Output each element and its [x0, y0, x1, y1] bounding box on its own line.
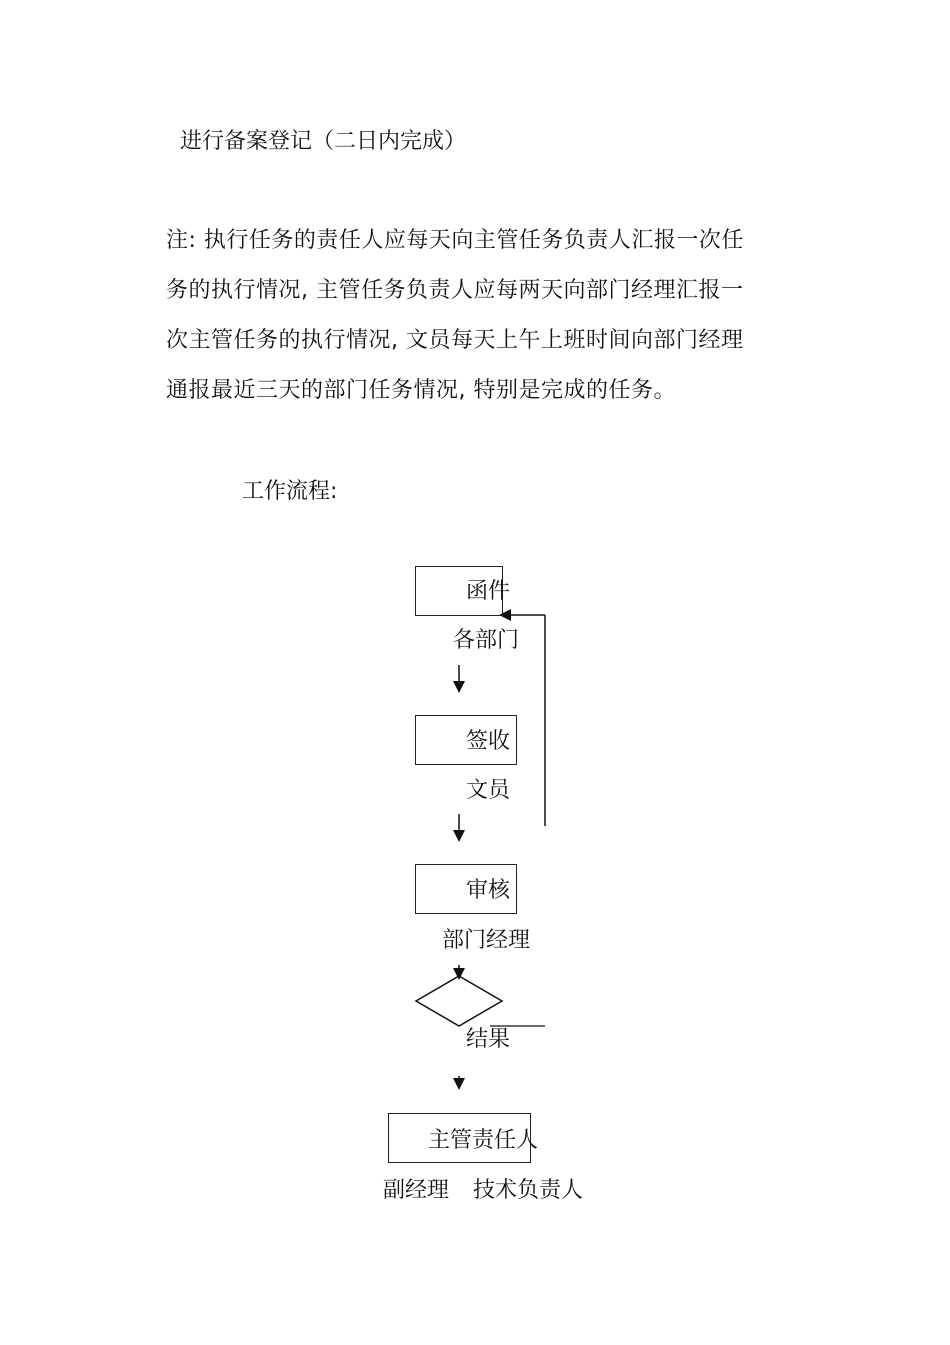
label-department-manager: 部门经理: [442, 928, 531, 953]
workflow-heading: 工作流程:: [242, 479, 338, 504]
note-line-4: 通报最近三天的部门任务情况, 特别是完成的任务。: [166, 378, 676, 403]
label-clerk: 文员: [466, 778, 511, 803]
label-technical-lead: 技术负责人: [473, 1178, 584, 1203]
top-line: 进行备案登记（二日内完成）: [180, 129, 467, 154]
box-review-label: 审核: [466, 878, 511, 903]
label-deputy-manager: 副经理: [383, 1178, 450, 1203]
box-letter-label: 函件: [466, 579, 511, 604]
note-line-2: 务的执行情况, 主管任务负责人应每两天向部门经理汇报一: [166, 278, 744, 303]
box-responsible-person-label: 主管责任人: [428, 1128, 539, 1153]
note-line-3: 次主管任务的执行情况, 文员每天上午上班时间向部门经理: [166, 328, 744, 353]
box-sign-receive-label: 签收: [466, 729, 511, 754]
label-result: 结果: [466, 1027, 511, 1052]
decision-diamond: [416, 976, 502, 1026]
label-departments: 各部门: [453, 628, 520, 653]
note-line-1: 注: 执行任务的责任人应每天向主管任务负责人汇报一次任: [166, 228, 744, 253]
